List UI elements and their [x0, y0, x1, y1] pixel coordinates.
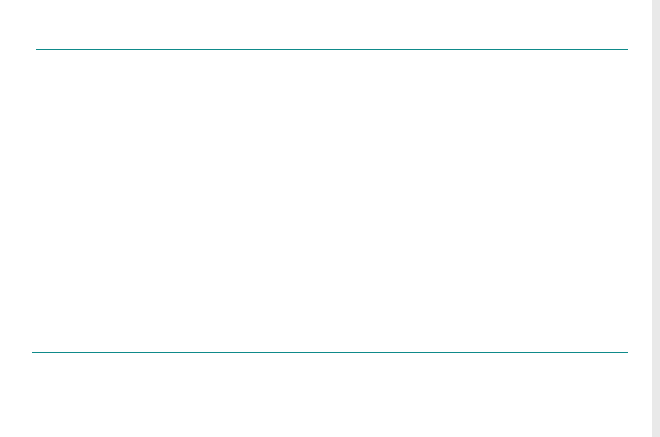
divider	[32, 352, 628, 353]
page-edge	[652, 0, 660, 437]
section-title	[36, 34, 628, 50]
